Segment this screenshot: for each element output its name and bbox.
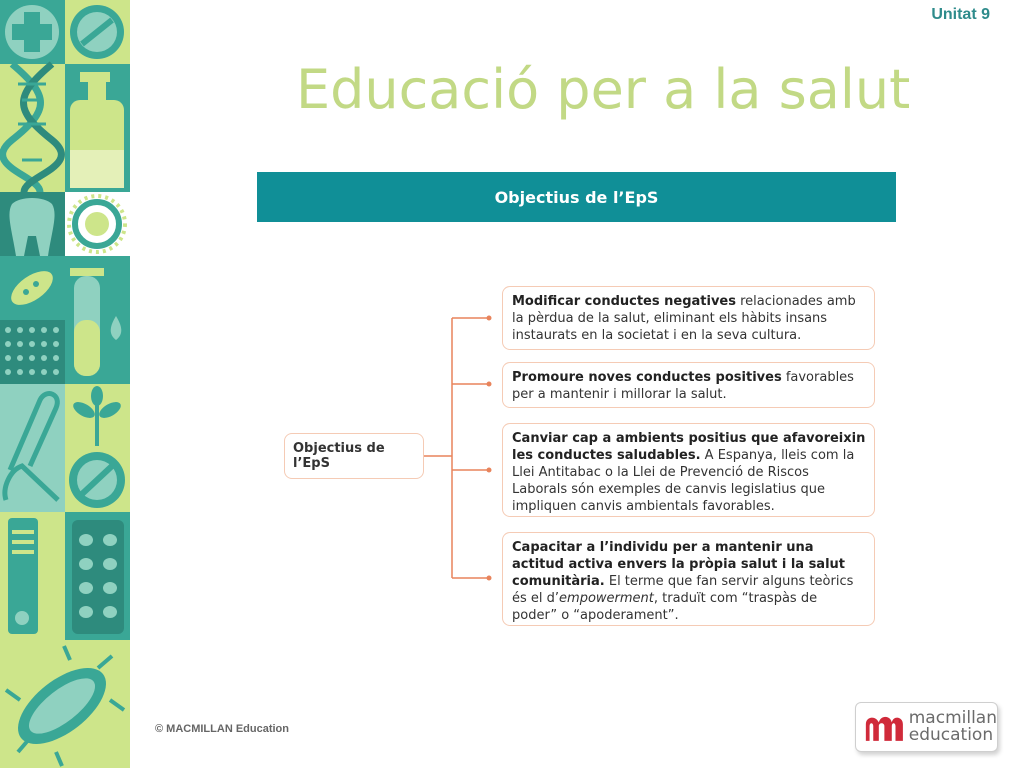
branch-2-bold: Promoure noves conductes positives bbox=[512, 370, 782, 385]
branch-node-2 bbox=[502, 362, 875, 408]
branch-node-3 bbox=[502, 423, 875, 517]
branch-4-italic: empowerment bbox=[559, 591, 654, 606]
branch-1-bold: Modificar conductes negatives bbox=[512, 294, 736, 309]
branch-3-bold: Canviar cap a ambients positius que afavoreixin les conductes saludables. bbox=[512, 431, 866, 463]
branch-1-text: relacionades amb la pèrdua de la salut, eliminant els hàbits insans instaurats en la societat i en la seva cultura. bbox=[512, 294, 856, 343]
branch-node-4 bbox=[502, 532, 875, 626]
page-title: Educació per a la salut bbox=[296, 58, 911, 121]
branch-4-text-a: El terme que fan servir alguns teòrics és el d’ bbox=[512, 574, 854, 606]
unit-label: Unitat 9 bbox=[931, 6, 990, 23]
banner-heading: Objectius de l’EpS bbox=[257, 172, 896, 222]
branch-2-text: favorables per a mantenir i millorar la salut. bbox=[512, 370, 854, 402]
logo-line-2: education bbox=[908, 725, 994, 745]
logo-text bbox=[909, 710, 997, 744]
macmillan-logo-icon bbox=[864, 710, 905, 744]
decorative-icon-strip bbox=[0, 0, 130, 768]
copyright-notice: © MACMILLAN Education bbox=[155, 723, 289, 735]
branch-3-text: A Espanya, lleis com la Llei Antitabac o la Llei de Prevenció de Riscos Laborals són exemples de canvis legislatius que impliquen canvis ambientals favorables. bbox=[512, 448, 855, 514]
diagram-root-node: Objectius de l’EpS bbox=[284, 433, 424, 479]
macmillan-logo bbox=[855, 702, 998, 752]
branch-4-bold: Capacitar a l’individu per a mantenir una actitud activa envers la pròpia salut i la salut comunitària. bbox=[512, 540, 846, 589]
branch-node-1 bbox=[502, 286, 875, 350]
logo-line-1: macmillan bbox=[908, 708, 997, 728]
branch-4-text-b: , traduït com “traspàs de poder” o “apoderament”. bbox=[512, 591, 818, 623]
